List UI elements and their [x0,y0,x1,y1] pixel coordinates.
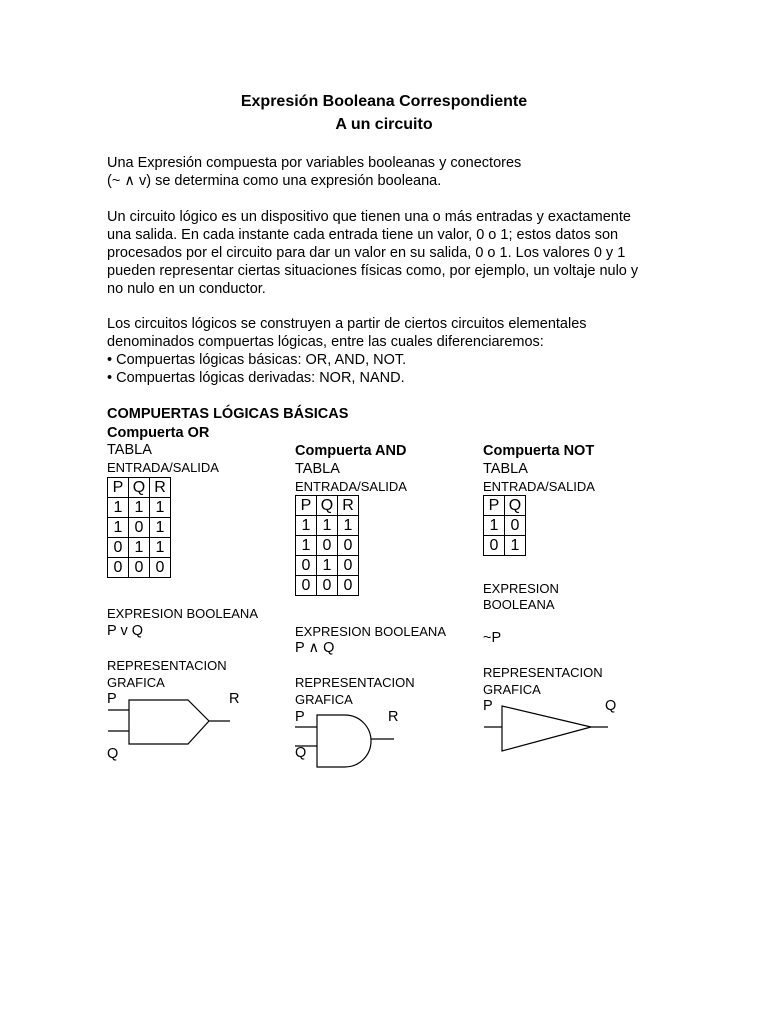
table-header-cell: R [150,478,171,498]
and-input-p-label: P [295,709,305,725]
and-table-label: TABLA [295,461,340,477]
gates-paragraph [107,315,667,387]
or-expr: P v Q [107,623,143,639]
table-row [108,538,171,558]
and-expr-label: EXPRESION BOOLEANA [295,624,446,639]
table-cell: 0 [338,556,359,576]
text-line: Una Expresión compuesta por variables booleanas y conectores [107,155,522,171]
table-header-cell: P [484,496,505,516]
or-rep-label-1: REPRESENTACION [107,658,227,673]
not-truth-table [483,495,526,556]
table-cell: 0 [108,538,129,558]
not-expr: ~P [483,630,502,646]
and-gate-title: Compuerta AND [295,443,407,459]
text-line: no nulo en un conductor. [107,281,266,297]
table-cell: 0 [338,536,359,556]
table-header-cell: Q [129,478,150,498]
table-cell: 0 [108,558,129,578]
table-cell: 0 [317,536,338,556]
table-cell: 1 [150,518,171,538]
table-cell: 0 [129,518,150,538]
not-expr-label-2: BOOLEANA [483,597,555,612]
and-rep-label-2: GRAFICA [295,692,353,707]
not-gate-icon [480,700,620,758]
page-title: Expresión Booleana Correspondiente [240,93,528,110]
table-header-row [296,496,359,516]
table-cell: 0 [484,536,505,556]
not-expr-label-1: EXPRESION [483,581,559,596]
or-io-label: ENTRADA/SALIDA [107,460,219,475]
table-cell: 0 [317,576,338,596]
or-output-r-label: R [229,691,240,707]
table-row [108,558,171,578]
table-cell: 1 [317,556,338,576]
table-row [296,576,359,596]
text-line: • Compuertas lógicas básicas: OR, AND, NOT. [107,352,407,368]
table-header-cell: R [338,496,359,516]
and-truth-table [295,495,359,596]
and-rep-label-1: REPRESENTACION [295,675,415,690]
table-cell: 1 [129,538,150,558]
not-table-label: TABLA [483,461,528,477]
text-line: pueden representar ciertas situaciones físicas como, por ejemplo, un voltaje nulo y [107,263,639,279]
or-input-p-label: P [107,691,117,707]
table-cell: 0 [296,556,317,576]
table-header-row [108,478,171,498]
or-truth-table [107,477,171,578]
table-cell: 1 [484,516,505,536]
page-subtitle: A un circuito [335,116,433,133]
table-cell: 0 [129,558,150,578]
table-cell: 1 [505,536,526,556]
table-cell: 1 [296,536,317,556]
and-io-label: ENTRADA/SALIDA [295,479,407,494]
text-line: Un circuito lógico es un dispositivo que tienen una o más entradas y exactamente [107,209,631,225]
table-cell: 0 [150,558,171,578]
table-header-cell: Q [317,496,338,516]
and-gate-icon [290,708,410,774]
table-header-row [484,496,526,516]
table-row [296,556,359,576]
or-gate-title: Compuerta OR [107,425,210,441]
or-input-q-label: Q [107,746,119,762]
table-cell: 1 [150,538,171,558]
text-line: Los circuitos lógicos se construyen a partir de ciertos circuitos elementales [107,316,587,332]
not-input-p-label: P [483,698,493,714]
table-row [108,518,171,538]
text-line: (~ ∧ v) se determina como una expresión booleana. [107,173,442,189]
table-row [108,498,171,518]
not-gate-title: Compuerta NOT [483,443,595,459]
table-header-cell: Q [505,496,526,516]
or-gate-icon [100,690,250,760]
text-line: • Compuertas lógicas derivadas: NOR, NAND. [107,370,405,386]
not-rep-label-1: REPRESENTACION [483,665,603,680]
table-cell: 0 [338,576,359,596]
and-input-q-label: Q [295,745,307,761]
table-row [296,536,359,556]
table-cell: 0 [505,516,526,536]
text-line: una salida. En cada instante cada entrada tiene un valor, 0 o 1; estos datos son [107,227,619,243]
not-output-q-label: Q [605,698,617,714]
table-header-cell: P [108,478,129,498]
table-row [296,516,359,536]
table-cell: 1 [108,498,129,518]
or-rep-label-2: GRAFICA [107,675,165,690]
table-row [484,536,526,556]
table-cell: 1 [317,516,338,536]
section-heading: COMPUERTAS LÓGICAS BÁSICAS [107,406,349,422]
table-cell: 1 [338,516,359,536]
not-rep-label-2: GRAFICA [483,682,541,697]
or-expr-label: EXPRESION BOOLEANA [107,606,258,621]
table-cell: 1 [150,498,171,518]
text-line: denominados compuertas lógicas, entre las cuales diferenciaremos: [107,334,544,350]
or-table-label: TABLA [107,442,152,458]
and-output-r-label: R [388,709,399,725]
text-line: procesados por el circuito para dar un valor en su salida, 0 o 1. Los valores 0 y 1 [107,245,626,261]
and-expr: P ∧ Q [295,640,335,656]
table-cell: 1 [296,516,317,536]
table-row [484,516,526,536]
table-cell: 1 [108,518,129,538]
table-cell: 0 [296,576,317,596]
not-io-label: ENTRADA/SALIDA [483,479,595,494]
intro-paragraph [107,154,667,190]
table-cell: 1 [129,498,150,518]
table-header-cell: P [296,496,317,516]
circuit-paragraph [107,208,667,298]
